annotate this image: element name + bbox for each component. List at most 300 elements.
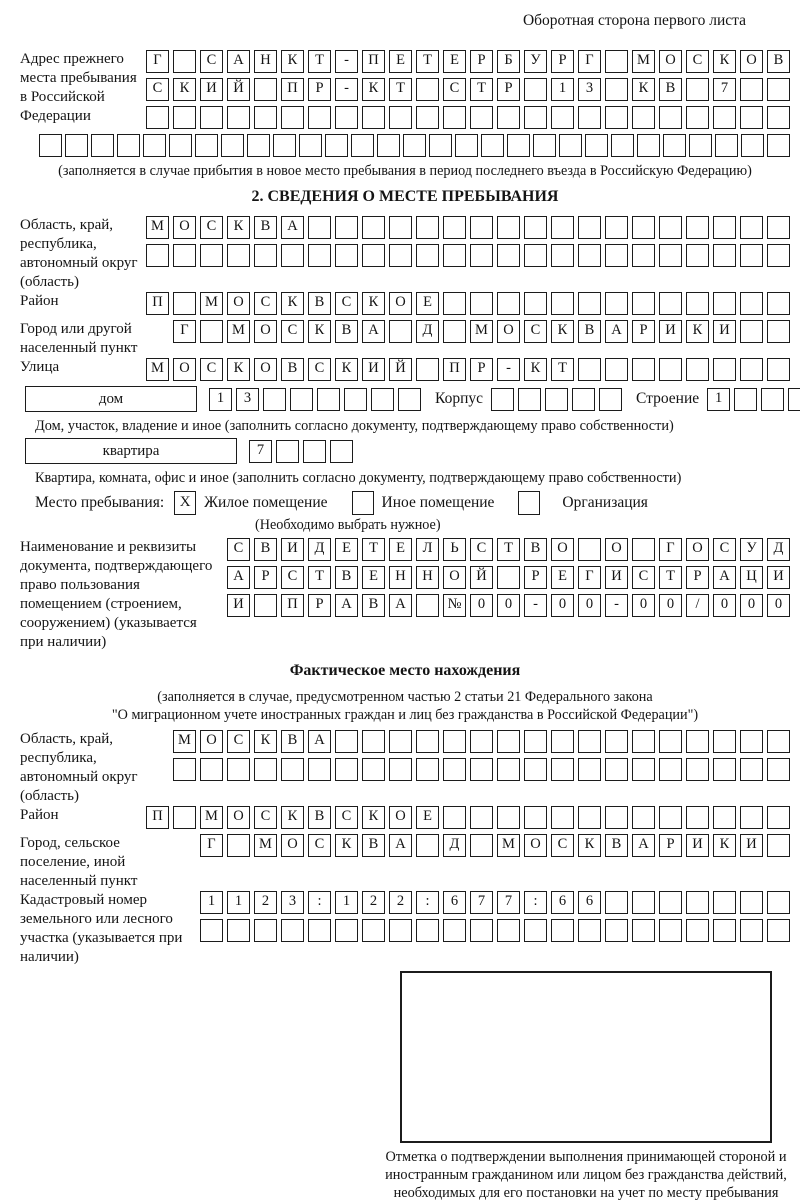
char-box[interactable]: Й: [389, 358, 412, 381]
char-box[interactable]: С: [713, 538, 736, 561]
char-box[interactable]: Р: [470, 50, 493, 73]
char-box[interactable]: И: [740, 834, 763, 857]
char-box[interactable]: 2: [362, 891, 385, 914]
char-box[interactable]: 0: [470, 594, 493, 617]
char-box[interactable]: [389, 216, 412, 239]
char-box[interactable]: 7: [713, 78, 736, 101]
char-box[interactable]: 0: [632, 594, 655, 617]
char-box[interactable]: [605, 358, 628, 381]
char-box[interactable]: [551, 106, 574, 129]
char-box[interactable]: [551, 730, 574, 753]
char-box[interactable]: [173, 106, 196, 129]
char-box[interactable]: [200, 106, 223, 129]
char-box[interactable]: [740, 244, 763, 267]
char-box[interactable]: [686, 78, 709, 101]
char-box[interactable]: [663, 134, 686, 157]
char-box[interactable]: С: [146, 78, 169, 101]
char-box[interactable]: Е: [389, 538, 412, 561]
char-box[interactable]: [416, 78, 439, 101]
char-box[interactable]: [524, 244, 547, 267]
char-box[interactable]: [146, 106, 169, 129]
char-box[interactable]: В: [659, 78, 682, 101]
char-box[interactable]: [578, 919, 601, 942]
char-box[interactable]: [173, 292, 196, 315]
char-box[interactable]: К: [578, 834, 601, 857]
char-box[interactable]: Г: [578, 566, 601, 589]
char-box[interactable]: [524, 806, 547, 829]
char-box[interactable]: [470, 292, 493, 315]
char-box[interactable]: [713, 891, 736, 914]
char-box[interactable]: [263, 388, 286, 411]
char-box[interactable]: М: [632, 50, 655, 73]
char-box[interactable]: А: [605, 320, 628, 343]
char-box[interactable]: [335, 919, 358, 942]
char-box[interactable]: [308, 919, 331, 942]
char-box[interactable]: [389, 320, 412, 343]
char-box[interactable]: К: [308, 320, 331, 343]
char-box[interactable]: К: [281, 806, 304, 829]
char-box[interactable]: Е: [389, 50, 412, 73]
char-box[interactable]: [689, 134, 712, 157]
char-box[interactable]: Г: [578, 50, 601, 73]
char-box[interactable]: А: [281, 216, 304, 239]
char-box[interactable]: [518, 388, 541, 411]
char-box[interactable]: [443, 216, 466, 239]
char-box[interactable]: Р: [524, 566, 547, 589]
char-box[interactable]: [767, 244, 790, 267]
char-box[interactable]: [377, 134, 400, 157]
char-box[interactable]: [362, 919, 385, 942]
char-box[interactable]: [740, 106, 763, 129]
char-box[interactable]: А: [632, 834, 655, 857]
char-box[interactable]: [740, 320, 763, 343]
checkbox-zhiloe[interactable]: X: [174, 491, 196, 515]
char-box[interactable]: 1: [200, 891, 223, 914]
char-box[interactable]: [221, 134, 244, 157]
char-box[interactable]: [551, 806, 574, 829]
char-box[interactable]: [559, 134, 582, 157]
char-box[interactable]: [686, 244, 709, 267]
char-box[interactable]: Р: [470, 358, 493, 381]
char-box[interactable]: [713, 358, 736, 381]
char-box[interactable]: №: [443, 594, 466, 617]
char-box[interactable]: [605, 292, 628, 315]
char-box[interactable]: П: [281, 78, 304, 101]
char-box[interactable]: [389, 106, 412, 129]
char-box[interactable]: Т: [308, 50, 331, 73]
char-box[interactable]: В: [308, 806, 331, 829]
char-box[interactable]: К: [362, 78, 385, 101]
char-box[interactable]: В: [281, 358, 304, 381]
char-box[interactable]: В: [254, 538, 277, 561]
char-box[interactable]: 6: [443, 891, 466, 914]
char-box[interactable]: [403, 134, 426, 157]
char-box[interactable]: С: [281, 566, 304, 589]
char-box[interactable]: [578, 758, 601, 781]
char-box[interactable]: К: [335, 358, 358, 381]
char-box[interactable]: [335, 216, 358, 239]
char-box[interactable]: [740, 292, 763, 315]
char-box[interactable]: Р: [659, 834, 682, 857]
char-box[interactable]: [470, 244, 493, 267]
char-box[interactable]: [632, 538, 655, 561]
char-box[interactable]: [416, 834, 439, 857]
char-box[interactable]: [524, 758, 547, 781]
char-box[interactable]: [713, 244, 736, 267]
char-box[interactable]: К: [254, 730, 277, 753]
char-box[interactable]: [173, 758, 196, 781]
char-box[interactable]: П: [281, 594, 304, 617]
char-box[interactable]: [632, 216, 655, 239]
char-box[interactable]: 0: [578, 594, 601, 617]
char-box[interactable]: [659, 758, 682, 781]
char-box[interactable]: [117, 134, 140, 157]
char-box[interactable]: С: [227, 730, 250, 753]
char-box[interactable]: [605, 106, 628, 129]
char-box[interactable]: [605, 806, 628, 829]
char-box[interactable]: :: [524, 891, 547, 914]
char-box[interactable]: А: [335, 594, 358, 617]
char-box[interactable]: [611, 134, 634, 157]
char-box[interactable]: [325, 134, 348, 157]
char-box[interactable]: [497, 216, 520, 239]
char-box[interactable]: [389, 730, 412, 753]
char-box[interactable]: [389, 758, 412, 781]
char-box[interactable]: Л: [416, 538, 439, 561]
char-box[interactable]: [497, 244, 520, 267]
char-box[interactable]: Т: [659, 566, 682, 589]
char-box[interactable]: [632, 292, 655, 315]
char-box[interactable]: [767, 292, 790, 315]
char-box[interactable]: [524, 292, 547, 315]
char-box[interactable]: Т: [308, 566, 331, 589]
char-box[interactable]: [767, 758, 790, 781]
char-box[interactable]: [659, 106, 682, 129]
char-box[interactable]: И: [659, 320, 682, 343]
char-box[interactable]: 1: [335, 891, 358, 914]
char-box[interactable]: [317, 388, 340, 411]
char-box[interactable]: Т: [362, 538, 385, 561]
char-box[interactable]: С: [686, 50, 709, 73]
char-box[interactable]: [632, 891, 655, 914]
char-box[interactable]: И: [713, 320, 736, 343]
char-box[interactable]: К: [281, 50, 304, 73]
char-box[interactable]: [308, 216, 331, 239]
char-box[interactable]: [443, 919, 466, 942]
char-box[interactable]: [599, 388, 622, 411]
char-box[interactable]: Г: [146, 50, 169, 73]
char-box[interactable]: [632, 244, 655, 267]
char-box[interactable]: Т: [389, 78, 412, 101]
char-box[interactable]: П: [362, 50, 385, 73]
char-box[interactable]: [578, 730, 601, 753]
char-box[interactable]: [39, 134, 62, 157]
char-box[interactable]: [416, 216, 439, 239]
char-box[interactable]: [740, 358, 763, 381]
char-box[interactable]: [686, 106, 709, 129]
char-box[interactable]: [335, 758, 358, 781]
char-box[interactable]: К: [362, 292, 385, 315]
char-box[interactable]: [455, 134, 478, 157]
char-box[interactable]: О: [281, 834, 304, 857]
char-box[interactable]: [362, 758, 385, 781]
char-box[interactable]: [659, 730, 682, 753]
char-box[interactable]: [91, 134, 114, 157]
char-box[interactable]: [788, 388, 800, 411]
char-box[interactable]: 0: [497, 594, 520, 617]
char-box[interactable]: [362, 216, 385, 239]
char-box[interactable]: [254, 78, 277, 101]
char-box[interactable]: [686, 292, 709, 315]
char-box[interactable]: О: [524, 834, 547, 857]
char-box[interactable]: [497, 566, 520, 589]
char-box[interactable]: О: [227, 292, 250, 315]
char-box[interactable]: [200, 758, 223, 781]
char-box[interactable]: [767, 216, 790, 239]
char-box[interactable]: К: [713, 834, 736, 857]
char-box[interactable]: [308, 106, 331, 129]
char-box[interactable]: [470, 919, 493, 942]
char-box[interactable]: Т: [497, 538, 520, 561]
char-box[interactable]: К: [227, 216, 250, 239]
char-box[interactable]: [481, 134, 504, 157]
char-box[interactable]: В: [254, 216, 277, 239]
char-box[interactable]: [734, 388, 757, 411]
char-box[interactable]: 7: [497, 891, 520, 914]
char-box[interactable]: 1: [551, 78, 574, 101]
char-box[interactable]: М: [254, 834, 277, 857]
char-box[interactable]: [578, 106, 601, 129]
char-box[interactable]: [416, 244, 439, 267]
char-box[interactable]: [330, 440, 353, 463]
char-box[interactable]: С: [443, 78, 466, 101]
char-box[interactable]: [545, 388, 568, 411]
char-box[interactable]: А: [308, 730, 331, 753]
char-box[interactable]: И: [767, 566, 790, 589]
char-box[interactable]: [362, 106, 385, 129]
char-box[interactable]: [470, 216, 493, 239]
char-box[interactable]: -: [605, 594, 628, 617]
char-box[interactable]: [740, 730, 763, 753]
char-box[interactable]: [632, 919, 655, 942]
char-box[interactable]: И: [200, 78, 223, 101]
char-box[interactable]: С: [632, 566, 655, 589]
char-box[interactable]: Н: [389, 566, 412, 589]
char-box[interactable]: [143, 134, 166, 157]
char-box[interactable]: К: [227, 358, 250, 381]
char-box[interactable]: [551, 244, 574, 267]
char-box[interactable]: [344, 388, 367, 411]
char-box[interactable]: 7: [249, 440, 272, 463]
char-box[interactable]: 0: [767, 594, 790, 617]
char-box[interactable]: [443, 730, 466, 753]
char-box[interactable]: [713, 292, 736, 315]
char-box[interactable]: [227, 244, 250, 267]
char-box[interactable]: [491, 388, 514, 411]
char-box[interactable]: [605, 730, 628, 753]
char-box[interactable]: О: [389, 806, 412, 829]
char-box[interactable]: К: [173, 78, 196, 101]
char-box[interactable]: 3: [281, 891, 304, 914]
char-box[interactable]: Е: [362, 566, 385, 589]
char-box[interactable]: О: [254, 358, 277, 381]
char-box[interactable]: О: [173, 358, 196, 381]
char-box[interactable]: М: [200, 806, 223, 829]
char-box[interactable]: [254, 594, 277, 617]
char-box[interactable]: [470, 806, 493, 829]
char-box[interactable]: М: [146, 358, 169, 381]
char-box[interactable]: [686, 730, 709, 753]
char-box[interactable]: У: [524, 50, 547, 73]
char-box[interactable]: [740, 891, 763, 914]
char-box[interactable]: С: [200, 358, 223, 381]
char-box[interactable]: [659, 216, 682, 239]
char-box[interactable]: М: [200, 292, 223, 315]
char-box[interactable]: [761, 388, 784, 411]
char-box[interactable]: [524, 106, 547, 129]
char-box[interactable]: [632, 806, 655, 829]
char-box[interactable]: О: [254, 320, 277, 343]
char-box[interactable]: [767, 320, 790, 343]
char-box[interactable]: В: [281, 730, 304, 753]
char-box[interactable]: [740, 758, 763, 781]
char-box[interactable]: [335, 106, 358, 129]
char-box[interactable]: [767, 919, 790, 942]
char-box[interactable]: [335, 730, 358, 753]
char-box[interactable]: М: [146, 216, 169, 239]
char-box[interactable]: Т: [551, 358, 574, 381]
char-box[interactable]: П: [443, 358, 466, 381]
char-box[interactable]: [551, 216, 574, 239]
char-box[interactable]: [389, 919, 412, 942]
char-box[interactable]: [470, 834, 493, 857]
char-box[interactable]: [578, 244, 601, 267]
char-box[interactable]: [200, 320, 223, 343]
char-box[interactable]: С: [335, 806, 358, 829]
char-box[interactable]: [470, 730, 493, 753]
char-box[interactable]: [308, 244, 331, 267]
char-box[interactable]: [659, 244, 682, 267]
char-box[interactable]: 0: [713, 594, 736, 617]
char-box[interactable]: С: [254, 292, 277, 315]
char-box[interactable]: [443, 806, 466, 829]
char-box[interactable]: Г: [659, 538, 682, 561]
char-box[interactable]: -: [497, 358, 520, 381]
char-box[interactable]: Н: [416, 566, 439, 589]
char-box[interactable]: П: [146, 292, 169, 315]
char-box[interactable]: [686, 891, 709, 914]
char-box[interactable]: 6: [551, 891, 574, 914]
char-box[interactable]: 7: [470, 891, 493, 914]
char-box[interactable]: Б: [497, 50, 520, 73]
char-box[interactable]: О: [659, 50, 682, 73]
char-box[interactable]: [524, 216, 547, 239]
char-box[interactable]: [497, 806, 520, 829]
char-box[interactable]: 0: [740, 594, 763, 617]
char-box[interactable]: 2: [254, 891, 277, 914]
char-box[interactable]: [605, 216, 628, 239]
char-box[interactable]: О: [497, 320, 520, 343]
char-box[interactable]: А: [389, 834, 412, 857]
char-box[interactable]: [273, 134, 296, 157]
char-box[interactable]: И: [227, 594, 250, 617]
char-box[interactable]: [416, 758, 439, 781]
char-box[interactable]: [524, 78, 547, 101]
char-box[interactable]: -: [335, 78, 358, 101]
char-box[interactable]: О: [173, 216, 196, 239]
char-box[interactable]: [578, 216, 601, 239]
char-box[interactable]: [524, 730, 547, 753]
char-box[interactable]: [713, 730, 736, 753]
char-box[interactable]: [299, 134, 322, 157]
char-box[interactable]: 1: [209, 388, 232, 411]
char-box[interactable]: П: [146, 806, 169, 829]
char-box[interactable]: 1: [707, 388, 730, 411]
char-box[interactable]: [605, 244, 628, 267]
char-box[interactable]: [637, 134, 660, 157]
char-box[interactable]: [713, 919, 736, 942]
char-box[interactable]: [632, 730, 655, 753]
char-box[interactable]: К: [335, 834, 358, 857]
char-box[interactable]: К: [281, 292, 304, 315]
char-box[interactable]: О: [389, 292, 412, 315]
char-box[interactable]: 1: [227, 891, 250, 914]
char-box[interactable]: [308, 758, 331, 781]
char-box[interactable]: Е: [551, 566, 574, 589]
char-box[interactable]: [362, 244, 385, 267]
char-box[interactable]: [281, 106, 304, 129]
char-box[interactable]: Р: [497, 78, 520, 101]
char-box[interactable]: [659, 919, 682, 942]
char-box[interactable]: [281, 919, 304, 942]
char-box[interactable]: [713, 758, 736, 781]
char-box[interactable]: [578, 292, 601, 315]
char-box[interactable]: [686, 358, 709, 381]
char-box[interactable]: [767, 834, 790, 857]
char-box[interactable]: В: [767, 50, 790, 73]
char-box[interactable]: Р: [308, 78, 331, 101]
char-box[interactable]: Г: [200, 834, 223, 857]
char-box[interactable]: [281, 758, 304, 781]
char-box[interactable]: 2: [389, 891, 412, 914]
char-box[interactable]: [443, 292, 466, 315]
char-box[interactable]: Ь: [443, 538, 466, 561]
char-box[interactable]: Е: [335, 538, 358, 561]
char-box[interactable]: [254, 758, 277, 781]
char-box[interactable]: [497, 919, 520, 942]
char-box[interactable]: 0: [659, 594, 682, 617]
char-box[interactable]: О: [686, 538, 709, 561]
char-box[interactable]: [632, 358, 655, 381]
char-box[interactable]: Е: [416, 806, 439, 829]
char-box[interactable]: Е: [443, 50, 466, 73]
char-box[interactable]: [713, 806, 736, 829]
char-box[interactable]: [227, 834, 250, 857]
char-box[interactable]: Т: [470, 78, 493, 101]
char-box[interactable]: М: [497, 834, 520, 857]
char-box[interactable]: С: [308, 358, 331, 381]
char-box[interactable]: [578, 358, 601, 381]
char-box[interactable]: Р: [551, 50, 574, 73]
char-box[interactable]: /: [686, 594, 709, 617]
char-box[interactable]: [416, 730, 439, 753]
char-box[interactable]: Р: [632, 320, 655, 343]
char-box[interactable]: [741, 134, 764, 157]
char-box[interactable]: М: [173, 730, 196, 753]
char-box[interactable]: [659, 292, 682, 315]
char-box[interactable]: [416, 919, 439, 942]
char-box[interactable]: Т: [416, 50, 439, 73]
